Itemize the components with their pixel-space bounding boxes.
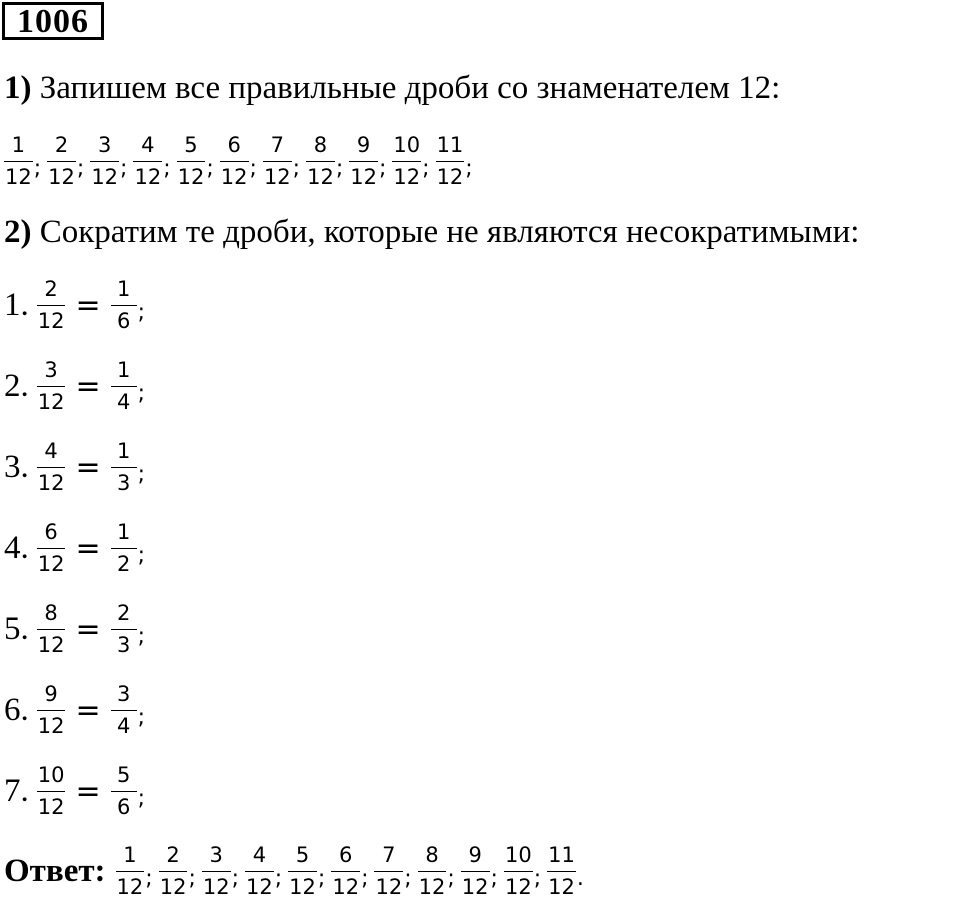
item-number: 4.: [4, 529, 29, 566]
numerator: 10: [504, 843, 532, 867]
equals-sign: =: [75, 773, 101, 809]
numerator: 3: [97, 133, 112, 157]
numerator: 1: [116, 439, 131, 463]
numerator: 6: [339, 843, 353, 867]
fraction-reduced: [111, 276, 137, 334]
denominator: 12: [307, 165, 334, 189]
fraction-bar: [392, 161, 421, 162]
fraction-bar: [159, 871, 188, 872]
numerator: 1: [116, 520, 131, 544]
fraction-bar: [37, 629, 66, 630]
separator: ;: [145, 865, 153, 891]
fraction-bar: [37, 548, 66, 549]
fraction-bar: [111, 791, 137, 792]
fraction-bar: [547, 871, 576, 872]
fraction-bar: [111, 548, 137, 549]
answer-fraction: [418, 842, 447, 900]
denominator: 12: [263, 165, 291, 189]
fraction-bar: [37, 305, 66, 306]
reduction-item: [4, 434, 145, 500]
separator: ;: [120, 155, 128, 181]
denominator: 12: [91, 165, 119, 189]
separator: ;: [335, 155, 344, 181]
fraction-bar: [37, 386, 66, 387]
fraction-original: [37, 762, 66, 820]
step1-text: Запишем все правильные дроби со знаменателем 12:: [39, 70, 781, 106]
separator: .: [576, 865, 584, 891]
fraction: [263, 132, 292, 190]
reduction-item: [4, 515, 145, 581]
denominator: 2: [116, 552, 131, 576]
denominator: 12: [202, 875, 230, 899]
numerator: 5: [116, 763, 131, 787]
fraction-bar: [47, 161, 76, 162]
numerator: 3: [209, 843, 223, 867]
numerator: 4: [252, 843, 267, 867]
fraction: [133, 132, 162, 190]
denominator: 12: [37, 471, 65, 495]
fraction-bar: [331, 871, 360, 872]
numerator: 1: [123, 843, 137, 867]
fraction: [220, 132, 249, 190]
separator: ;: [137, 461, 146, 487]
numerator: 2: [44, 277, 58, 301]
step2-label: 2): [4, 214, 32, 250]
numerator: 4: [141, 133, 155, 157]
separator: ;: [533, 865, 542, 891]
fraction-reduced: [111, 762, 137, 820]
numerator: 10: [37, 763, 65, 787]
answer-label: Ответ:: [4, 852, 106, 889]
answer-fraction: [504, 842, 533, 900]
numerator: 7: [270, 133, 284, 157]
fraction-bar: [116, 871, 145, 872]
separator: ;: [137, 623, 146, 649]
fraction: [436, 132, 465, 190]
fraction-bar: [111, 305, 137, 306]
reduction-item: [4, 353, 145, 419]
answer-fraction: [202, 842, 231, 900]
equals-sign: =: [75, 611, 101, 647]
numerator: 9: [44, 682, 58, 706]
fraction-bar: [504, 871, 533, 872]
step1-label: 1): [4, 70, 32, 106]
separator: ;: [249, 155, 257, 181]
numerator: 6: [44, 520, 58, 544]
fraction-bar: [111, 386, 137, 387]
answer-fraction: [288, 842, 317, 900]
reduction-item: [4, 758, 145, 824]
denominator: 12: [289, 875, 316, 899]
denominator: 12: [246, 875, 273, 899]
separator: ;: [447, 865, 455, 891]
numerator: 6: [227, 133, 241, 157]
fraction-bar: [202, 871, 231, 872]
numerator: 1: [116, 358, 131, 382]
separator: ;: [76, 155, 85, 181]
item-number: 6.: [4, 691, 29, 728]
fraction-original: [37, 438, 66, 496]
denominator: 12: [220, 165, 248, 189]
answer-fraction: [374, 842, 403, 900]
numerator: 8: [313, 133, 328, 157]
separator: ;: [231, 865, 240, 891]
separator: ;: [163, 155, 171, 181]
fraction-bar: [37, 710, 66, 711]
fraction-reduced: [111, 600, 137, 658]
numerator: 3: [116, 682, 131, 706]
answer-fraction: [116, 842, 145, 900]
separator: ;: [274, 865, 283, 891]
numerator: 2: [116, 601, 131, 625]
fraction-original: [37, 519, 66, 577]
numerator: 1: [116, 277, 131, 301]
separator: ;: [292, 155, 301, 181]
fraction-bar: [374, 871, 403, 872]
fraction-bar: [245, 871, 274, 872]
item-number: 5.: [4, 610, 29, 647]
separator: ;: [422, 155, 430, 181]
denominator: 12: [134, 165, 162, 189]
denominator: 4: [116, 714, 131, 738]
fraction-bar: [37, 791, 66, 792]
answer-fraction: [547, 842, 576, 900]
separator: ;: [465, 155, 473, 181]
denominator: 12: [37, 309, 65, 333]
fraction-bar: [418, 871, 447, 872]
fraction-bar: [177, 161, 206, 162]
fraction: [4, 132, 33, 190]
item-number: 2.: [4, 367, 29, 404]
denominator: 12: [37, 714, 65, 738]
numerator: 3: [44, 358, 58, 382]
denominator: 6: [116, 795, 131, 819]
answer-fraction: [461, 842, 490, 900]
problem-number: 1006: [2, 2, 104, 40]
numerator: 9: [468, 843, 482, 867]
numerator: 11: [548, 843, 575, 867]
fraction-reduced: [111, 438, 137, 496]
equals-sign: =: [75, 287, 101, 323]
separator: ;: [361, 865, 369, 891]
fraction-bar: [461, 871, 490, 872]
fraction: [47, 132, 76, 190]
fraction-original: [37, 276, 66, 334]
numerator: 5: [184, 133, 198, 157]
fraction-bar: [133, 161, 162, 162]
denominator: 12: [548, 875, 575, 899]
answer-row: [4, 838, 584, 904]
denominator: 12: [393, 165, 421, 189]
numerator: 8: [44, 601, 58, 625]
equals-sign: =: [75, 692, 101, 728]
denominator: 12: [159, 875, 187, 899]
numerator: 8: [425, 843, 439, 867]
fraction-bar: [306, 161, 335, 162]
equals-sign: =: [75, 530, 101, 566]
denominator: 12: [177, 165, 205, 189]
separator: ;: [137, 704, 146, 730]
denominator: 12: [350, 165, 377, 189]
separator: ;: [137, 785, 146, 811]
denominator: 12: [504, 875, 532, 899]
denominator: 12: [37, 552, 65, 576]
fraction-bar: [90, 161, 119, 162]
step2-heading: [4, 212, 859, 252]
fraction-bar: [220, 161, 249, 162]
denominator: 12: [461, 875, 489, 899]
denominator: 12: [375, 875, 403, 899]
numerator: 5: [295, 843, 310, 867]
equals-sign: =: [75, 449, 101, 485]
step1-fraction-list: [4, 128, 473, 194]
answer-fraction: [159, 842, 188, 900]
fraction-bar: [288, 871, 317, 872]
fraction: [90, 132, 119, 190]
fraction-bar: [37, 467, 66, 468]
denominator: 12: [48, 165, 75, 189]
denominator: 12: [116, 875, 144, 899]
fraction-bar: [436, 161, 465, 162]
answer-fraction: [331, 842, 360, 900]
equals-sign: =: [75, 368, 101, 404]
step1-heading: [4, 68, 780, 108]
denominator: 12: [37, 795, 65, 819]
fraction-bar: [4, 161, 33, 162]
numerator: 4: [44, 439, 58, 463]
denominator: 12: [37, 633, 65, 657]
fraction: [349, 132, 378, 190]
fraction: [306, 132, 335, 190]
step2-text: Сократим те дроби, которые не являются несократимыми:: [39, 214, 860, 250]
separator: ;: [404, 865, 412, 891]
numerator: 2: [166, 843, 180, 867]
reduction-item: [4, 272, 145, 338]
separator: ;: [137, 299, 146, 325]
separator: ;: [33, 155, 42, 181]
fraction-bar: [111, 629, 137, 630]
item-number: 1.: [4, 286, 29, 323]
denominator: 12: [37, 390, 65, 414]
answer-fraction: [245, 842, 274, 900]
fraction: [392, 132, 421, 190]
reduction-item: [4, 677, 145, 743]
separator: ;: [206, 155, 214, 181]
fraction-reduced: [111, 357, 137, 415]
separator: ;: [137, 380, 146, 406]
numerator: 2: [54, 133, 69, 157]
denominator: 12: [418, 875, 446, 899]
fraction-bar: [111, 710, 137, 711]
reduction-item: [4, 596, 145, 662]
separator: ;: [188, 865, 196, 891]
separator: ;: [137, 542, 146, 568]
fraction-original: [37, 357, 66, 415]
denominator: 12: [436, 165, 464, 189]
separator: ;: [317, 865, 326, 891]
fraction-original: [37, 681, 66, 739]
fraction-bar: [263, 161, 292, 162]
denominator: 4: [116, 390, 131, 414]
fraction-reduced: [111, 681, 137, 739]
item-number: 3.: [4, 448, 29, 485]
denominator: 3: [116, 633, 131, 657]
denominator: 12: [5, 165, 32, 189]
numerator: 9: [356, 133, 371, 157]
fraction-reduced: [111, 519, 137, 577]
separator: ;: [490, 865, 498, 891]
item-number: 7.: [4, 772, 29, 809]
numerator: 10: [393, 133, 421, 157]
fraction: [177, 132, 206, 190]
denominator: 12: [332, 875, 360, 899]
fraction-bar: [349, 161, 378, 162]
fraction-bar: [111, 467, 137, 468]
denominator: 6: [116, 309, 131, 333]
numerator: 11: [436, 133, 464, 157]
numerator: 1: [11, 133, 26, 157]
denominator: 3: [116, 471, 131, 495]
fraction-original: [37, 600, 66, 658]
numerator: 7: [382, 843, 396, 867]
separator: ;: [378, 155, 387, 181]
